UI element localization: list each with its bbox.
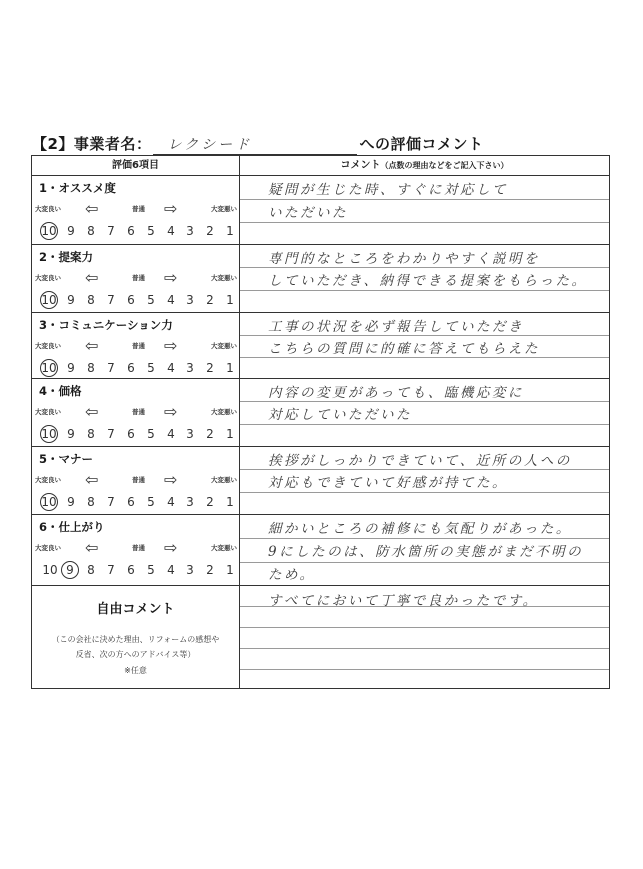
header-comment-label: コメント	[340, 160, 381, 171]
rating-option-1[interactable]: 1	[226, 563, 234, 577]
criterion-name: 6・仕上がり	[39, 520, 105, 534]
rating-option-8[interactable]: 8	[87, 427, 95, 441]
ruled-line	[240, 627, 609, 628]
handwritten-comment-line: 細かいところの補修にも気配りがあった。	[268, 521, 572, 537]
comment-cell-1	[240, 176, 609, 245]
scale-label-good: 大変良い	[35, 342, 61, 350]
handwritten-comment-line: 疑問が生じた時、すぐに対応して	[268, 182, 508, 198]
comment-cell-6	[240, 515, 609, 586]
scale-label-good: 大変良い	[35, 205, 61, 213]
rating-option-5[interactable]: 5	[147, 563, 155, 577]
rating-option-10[interactable]: 10	[41, 224, 57, 238]
handwritten-comment-line: 専門的なところをわかりやすく説明を	[268, 251, 540, 267]
company-name-field: レクシード	[153, 134, 357, 155]
handwritten-comment-line: 対応していただいた	[268, 407, 412, 423]
ruled-line	[240, 267, 609, 268]
arrow-right-icon: ⇨	[164, 538, 178, 557]
arrow-left-icon: ⇦	[85, 199, 99, 218]
ruled-line	[240, 469, 609, 470]
rating-option-1[interactable]: 1	[226, 293, 234, 307]
arrow-right-icon: ⇨	[164, 402, 178, 421]
scale-label-bad: 大変悪い	[211, 205, 237, 213]
rating-option-4[interactable]: 4	[167, 361, 175, 375]
handwritten-comment-line: 挨拶がしっかりできていて、近所の人への	[268, 453, 572, 469]
rating-options	[32, 425, 239, 443]
rating-option-10[interactable]: 10	[42, 563, 58, 577]
rating-options	[32, 561, 239, 579]
rating-option-6[interactable]: 6	[127, 427, 135, 441]
form-title	[32, 133, 483, 155]
rating-option-10[interactable]: 10	[41, 427, 57, 441]
rating-scale-labels	[32, 268, 239, 287]
rating-option-8[interactable]: 8	[87, 293, 95, 307]
arrow-left-icon: ⇦	[85, 336, 99, 355]
arrow-left-icon: ⇦	[85, 402, 99, 421]
handwritten-comment-line: 工事の状況を必ず報告していただき	[268, 319, 524, 335]
criterion-4	[32, 378, 239, 446]
header-criteria: 評価6項目	[112, 160, 159, 171]
free-comment-note-1: （この会社に決めた理由、リフォームの感想や	[51, 635, 220, 644]
rating-option-5[interactable]: 5	[147, 224, 155, 238]
rating-option-10[interactable]: 10	[41, 361, 57, 375]
scale-label-average: 普通	[132, 342, 145, 350]
evaluation-table	[31, 155, 610, 689]
rating-option-7[interactable]: 7	[107, 361, 115, 375]
criterion-name: 4・価格	[39, 384, 82, 398]
free-comment-area	[240, 586, 609, 690]
rating-option-1[interactable]: 1	[226, 361, 234, 375]
rating-option-8[interactable]: 8	[87, 361, 95, 375]
free-comment-note-2: 反省、次の方へのアドバイス等）	[75, 650, 196, 659]
ruled-line	[240, 492, 609, 493]
rating-scale-labels	[32, 538, 239, 557]
rating-option-4[interactable]: 4	[167, 224, 175, 238]
criterion-2	[32, 244, 239, 312]
rating-option-8[interactable]: 8	[87, 563, 95, 577]
rating-option-10[interactable]: 10	[41, 495, 57, 509]
arrow-right-icon: ⇨	[164, 199, 178, 218]
header-comment-note: （点数の理由などをご記入下さい）	[380, 161, 509, 170]
rating-option-4[interactable]: 4	[167, 563, 175, 577]
ruled-line	[240, 222, 609, 223]
rating-option-2[interactable]: 2	[206, 495, 214, 509]
rating-option-6[interactable]: 6	[127, 224, 135, 238]
rating-option-5[interactable]: 5	[147, 293, 155, 307]
rating-option-1[interactable]: 1	[226, 224, 234, 238]
rating-option-8[interactable]: 8	[87, 224, 95, 238]
rating-option-7[interactable]: 7	[107, 563, 115, 577]
rating-option-9[interactable]: 9	[61, 561, 79, 579]
rating-option-5[interactable]: 5	[147, 427, 155, 441]
rating-option-5[interactable]: 5	[147, 361, 155, 375]
comment-cell-4	[240, 379, 609, 447]
handwritten-comment-line: 9にしたのは、防水箇所の実態がまだ不明の	[268, 544, 584, 560]
handwritten-comment-line: こちらの質問に的確に答えてもらえた	[268, 341, 540, 357]
rating-option-3[interactable]: 3	[186, 361, 194, 375]
scale-label-good: 大変良い	[35, 274, 61, 282]
rating-option-9[interactable]: 9	[67, 224, 75, 238]
rating-option-7[interactable]: 7	[107, 224, 115, 238]
arrow-left-icon: ⇦	[85, 470, 99, 489]
scale-label-average: 普通	[132, 274, 145, 282]
rating-option-9[interactable]: 9	[67, 495, 75, 509]
handwritten-comment-line: いただいた	[268, 205, 348, 221]
handwritten-comment-line: 対応もできていて好感が持てた。	[268, 475, 508, 491]
scale-label-bad: 大変悪い	[211, 544, 237, 552]
scale-label-good: 大変良い	[35, 408, 61, 416]
ruled-line	[240, 335, 609, 336]
scale-label-bad: 大変悪い	[211, 342, 237, 350]
rating-scale-labels	[32, 336, 239, 355]
rating-scale-labels	[32, 470, 239, 489]
rating-option-9[interactable]: 9	[67, 427, 75, 441]
free-comment-title: 自由コメント	[96, 602, 175, 617]
rating-scale-labels	[32, 199, 239, 218]
criterion-name: 1・オススメ度	[39, 181, 116, 195]
rating-option-4[interactable]: 4	[167, 495, 175, 509]
comment-cell-5	[240, 447, 609, 515]
scale-label-bad: 大変悪い	[211, 408, 237, 416]
rating-scale-labels	[32, 402, 239, 421]
scale-label-good: 大変良い	[35, 544, 61, 552]
scale-label-average: 普通	[132, 544, 145, 552]
ruled-line	[240, 648, 609, 649]
arrow-left-icon: ⇦	[85, 538, 99, 557]
rating-option-8[interactable]: 8	[87, 495, 95, 509]
arrow-left-icon: ⇦	[85, 268, 99, 287]
ruled-line	[240, 669, 609, 670]
scale-label-average: 普通	[132, 408, 145, 416]
rating-options	[32, 291, 239, 309]
arrow-right-icon: ⇨	[164, 336, 178, 355]
rating-option-4[interactable]: 4	[167, 427, 175, 441]
scale-label-bad: 大変悪い	[211, 476, 237, 484]
rating-options	[32, 222, 239, 240]
ruled-line	[240, 357, 609, 358]
rating-option-6[interactable]: 6	[127, 361, 135, 375]
title-prefix: 【2】事業者名：	[32, 135, 152, 153]
handwritten-comment-line: ため。	[268, 567, 316, 583]
rating-option-6[interactable]: 6	[127, 495, 135, 509]
comment-cell-2	[240, 245, 609, 313]
rating-option-1[interactable]: 1	[226, 427, 234, 441]
criterion-3	[32, 312, 239, 378]
rating-option-2[interactable]: 2	[206, 224, 214, 238]
free-comment-text: すべてにおいて丁寧で良かったです。	[268, 593, 539, 609]
rating-option-9[interactable]: 9	[67, 293, 75, 307]
scale-label-average: 普通	[132, 205, 145, 213]
rating-option-2[interactable]: 2	[206, 563, 214, 577]
rating-option-6[interactable]: 6	[127, 293, 135, 307]
rating-option-1[interactable]: 1	[226, 495, 234, 509]
rating-option-3[interactable]: 3	[186, 224, 194, 238]
criterion-5	[32, 446, 239, 514]
rating-option-3[interactable]: 3	[186, 427, 194, 441]
criterion-1	[32, 175, 239, 244]
rating-option-7[interactable]: 7	[107, 495, 115, 509]
ruled-line	[240, 424, 609, 425]
handwritten-comment-line: していただき、納得できる提案をもらった。	[268, 273, 588, 289]
comment-cell-3	[240, 313, 609, 379]
rating-option-3[interactable]: 3	[186, 293, 194, 307]
scale-label-bad: 大変悪い	[211, 274, 237, 282]
rating-option-7[interactable]: 7	[107, 427, 115, 441]
rating-option-9[interactable]: 9	[67, 361, 75, 375]
ruled-line	[240, 199, 609, 200]
rating-option-2[interactable]: 2	[206, 361, 214, 375]
handwritten-comment-line: 内容の変更があっても、臨機応変に	[268, 385, 524, 401]
rating-option-5[interactable]: 5	[147, 495, 155, 509]
free-comment-label-cell	[32, 586, 239, 690]
criterion-name: 3・コミュニケーション力	[39, 318, 173, 332]
rating-option-3[interactable]: 3	[186, 563, 194, 577]
header-comment	[240, 156, 609, 175]
criterion-name: 2・提案力	[39, 250, 94, 264]
rating-option-3[interactable]: 3	[186, 495, 194, 509]
rating-options	[32, 359, 239, 377]
ruled-line	[240, 401, 609, 402]
ruled-line	[240, 290, 609, 291]
rating-option-6[interactable]: 6	[127, 563, 135, 577]
rating-option-10[interactable]: 10	[41, 293, 57, 307]
title-suffix: への評価コメント	[359, 135, 484, 153]
rating-option-7[interactable]: 7	[107, 293, 115, 307]
arrow-right-icon: ⇨	[164, 470, 178, 489]
arrow-right-icon: ⇨	[164, 268, 178, 287]
criterion-6	[32, 514, 239, 585]
rating-options	[32, 493, 239, 511]
rating-option-2[interactable]: 2	[206, 293, 214, 307]
ruled-line	[240, 538, 609, 539]
rating-option-2[interactable]: 2	[206, 427, 214, 441]
criterion-name: 5・マナー	[39, 452, 94, 466]
scale-label-good: 大変良い	[35, 476, 61, 484]
scale-label-average: 普通	[132, 476, 145, 484]
free-comment-optional: ※任意	[124, 666, 147, 675]
rating-option-4[interactable]: 4	[167, 293, 175, 307]
